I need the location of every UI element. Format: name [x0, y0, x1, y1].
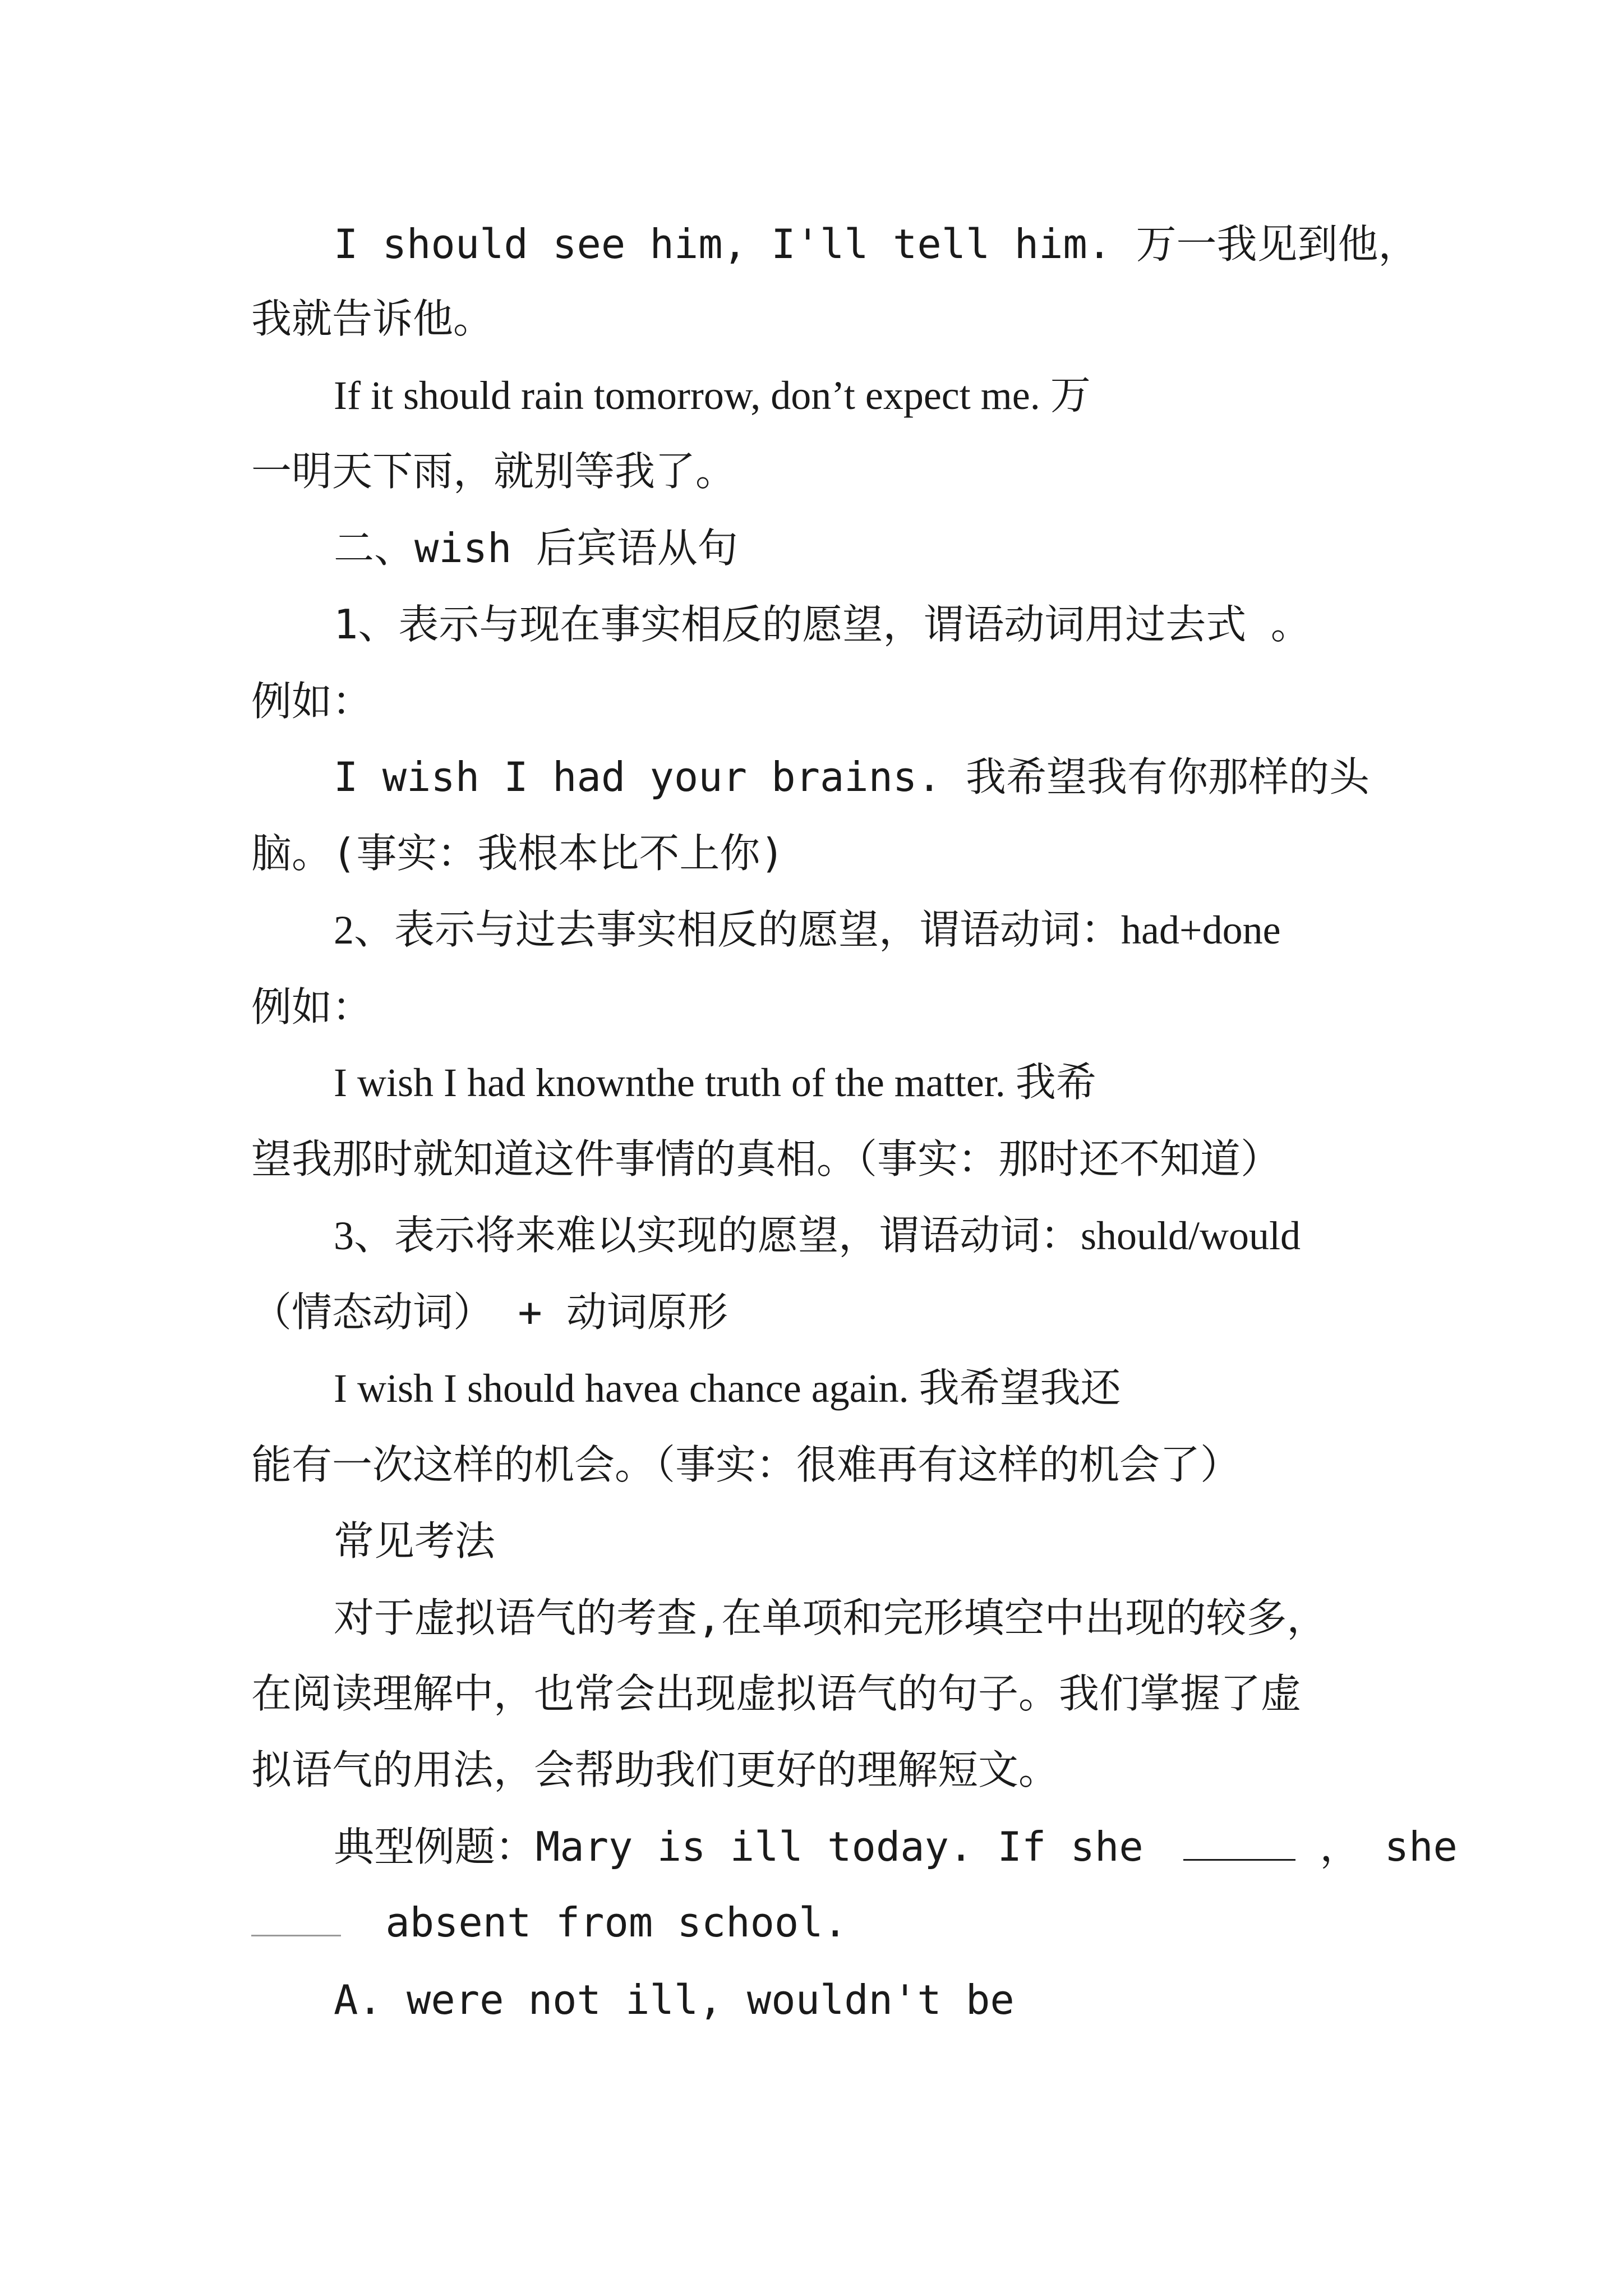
example-question-line: [334, 1816, 1458, 1878]
section-heading: [334, 1510, 1407, 1572]
question-text-after: absent from school.: [385, 1899, 847, 1946]
paragraph-line: [334, 899, 1407, 961]
line-text: 望我那时就知道这件事情的真相。（事实：那时还不知道）: [251, 1135, 1281, 1182]
line-text: （情态动词） + 动词原形: [251, 1289, 728, 1336]
line-text: I wish I had knownthe truth of the matter. 我希: [334, 1060, 1096, 1105]
line-text: 我就告诉他。: [251, 295, 494, 342]
heading-text: 常见考法: [334, 1517, 496, 1565]
line-text: 3、表示将来难以实现的愿望，谓语动词：should/would: [334, 1213, 1301, 1258]
line-text: I wish I had your brains. 我希望我有你那样的头: [334, 753, 1370, 800]
line-text: 1、表示与现在事实相反的愿望，谓语动词用过去式 。: [334, 601, 1311, 648]
example-line: [251, 822, 1407, 884]
paragraph-line: [251, 670, 1407, 732]
line-text: I wish I should havea chance again. 我希望我还: [334, 1366, 1121, 1411]
paragraph-line: [334, 1587, 1407, 1649]
paragraph-line: [334, 365, 1407, 426]
example-line: [334, 746, 1407, 808]
heading-text: 二、wish 后宾语从句: [334, 524, 738, 572]
example-line: [251, 1128, 1407, 1190]
line-text: 例如：: [251, 983, 373, 1030]
paragraph-line: [251, 440, 1407, 502]
line-text: 一明天下雨，就别等我了。: [251, 448, 736, 495]
paragraph-line: [334, 1205, 1407, 1267]
option-text: A. were not ill, wouldn't be: [334, 1976, 1015, 2023]
paragraph-line: [334, 213, 1419, 275]
paragraph-line: [251, 288, 1407, 349]
question-text: 典型例题：Mary is ill today. If she: [334, 1823, 1144, 1870]
paragraph-line: [251, 1281, 1407, 1343]
example-question-line: [251, 1892, 1407, 1953]
paragraph-line: [251, 976, 1407, 1038]
section-heading: [334, 517, 1407, 579]
line-text: If it should rain tomorrow, don’t expect me. 万: [334, 373, 1091, 418]
line-text: 对于虚拟语气的考查,在单项和完形填空中出现的较多，: [334, 1594, 1327, 1641]
answer-option: [334, 1969, 1407, 2031]
paragraph-line: [251, 1739, 1407, 1801]
paragraph-line: [334, 593, 1407, 655]
line-text: 2、表示与过去事实相反的愿望，谓语动词：had+done: [334, 908, 1281, 953]
answer-blank: [1183, 1820, 1295, 1861]
question-text-after: ， she: [1320, 1823, 1458, 1870]
line-text: 例如：: [251, 678, 373, 725]
line-text: 拟语气的用法，会帮助我们更好的理解短文。: [251, 1746, 1059, 1793]
line-text: 在阅读理解中，也常会出现虚拟语气的句子。我们掌握了虚: [251, 1670, 1302, 1717]
example-line: [334, 1358, 1407, 1419]
line-text: 脑。(事实：我根本比不上你): [251, 830, 785, 877]
example-line: [334, 1052, 1407, 1114]
paragraph-line: [251, 1663, 1407, 1724]
example-line: [251, 1434, 1407, 1496]
line-text: I should see him, I'll tell him. 万一我见到他，: [334, 220, 1419, 268]
line-text: 能有一次这样的机会。（事实：很难再有这样的机会了）: [251, 1441, 1241, 1488]
answer-blank: [251, 1895, 341, 1936]
